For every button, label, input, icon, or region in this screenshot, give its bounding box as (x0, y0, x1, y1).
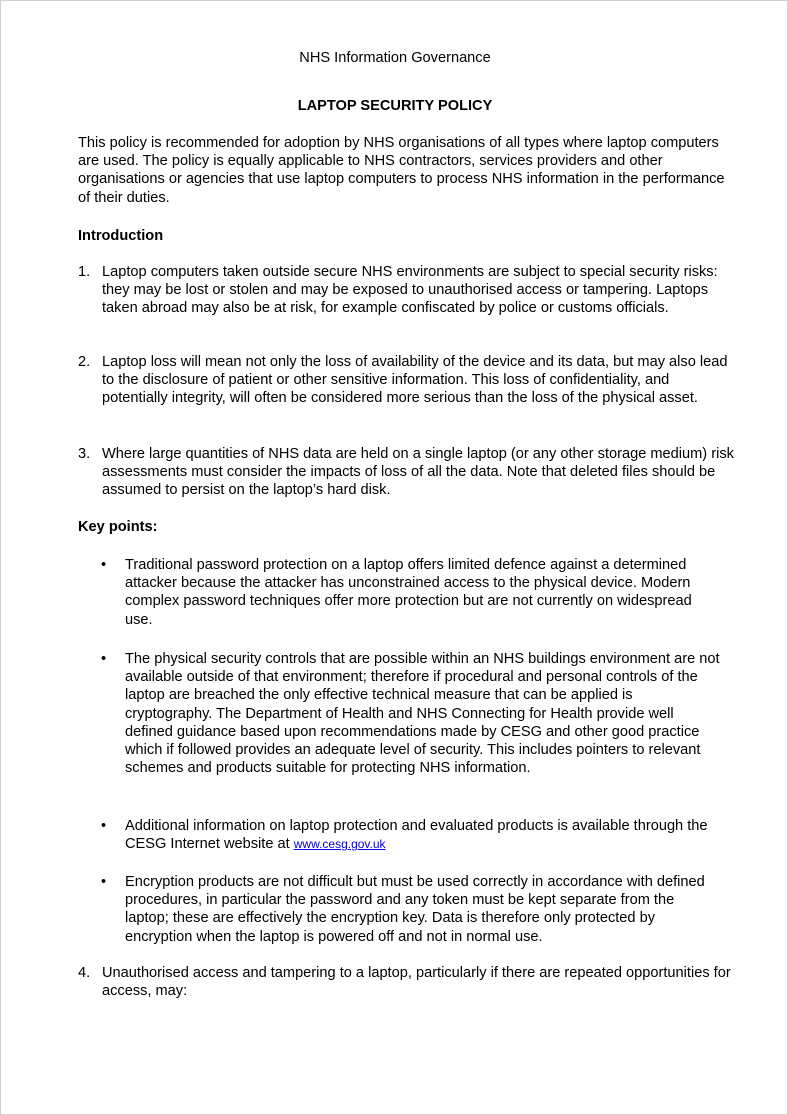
item-number: 4. (78, 965, 91, 981)
item-text: Laptop loss will mean not only the loss of availability of the device and its data, but may also lead to the disclosure of patient or other sensitive information. This loss of confidentiality, and potentially integrity, will often be considered more serious than the loss of the physical asset. (102, 354, 728, 407)
numbered-item-4 (78, 964, 738, 1000)
item-text: Unauthorised access and tampering to a laptop, particularly if there are repeated opportunities for access, may: (102, 965, 731, 1000)
bullet-text: Encryption products are not difficult but must be used correctly in accordance with defined procedures, in particular the password and any token must be kept separate from the laptop; these are effectively the encryption key. Data is therefore only protected by encryption when the laptop is powered off and not in normal use. (125, 874, 705, 945)
item-text: Laptop computers taken outside secure NHS environments are subject to special security risks: they may be lost or stolen and may be exposed to unauthorised access or tampering. Laptops taken abroad may also be at risk, for example confiscated by police or customs officials. (102, 264, 718, 317)
item-number: 3. (78, 446, 91, 462)
cesg-website-link[interactable]: www.cesg.gov.uk (293, 837, 386, 852)
item-text: Where large quantities of NHS data are held on a single laptop (or any other storage medium) risk assessments must consider the impacts of loss of all the data. Note that deleted files should be assumed to persist on the laptop’s hard disk. (102, 446, 734, 499)
bullet-text: The physical security controls that are possible within an NHS buildings environment are not available outside of that environment; therefore if procedural and personal controls of the laptop are breached the only effective technical measure that can be applied is cryptography. The Department of Health and NHS Connecting for Health provide well defined guidance based upon recommendations made by CESG and other good practice which if followed provides an adequate level of security. This includes pointers to relevant schemes and products suitable for protecting NHS information. (125, 651, 720, 777)
bullet-icon: • (101, 874, 107, 890)
numbered-item-1 (78, 263, 738, 318)
bullet-text-container (125, 817, 721, 853)
numbered-item-3 (78, 445, 738, 500)
bullet-item-4 (101, 873, 721, 946)
bullet-item-1 (101, 556, 721, 629)
bullet-text: Additional information on laptop protection and evaluated products is available through the CESG Internet website at (125, 818, 708, 853)
intro-paragraph: This policy is recommended for adoption by NHS organisations of all types where laptop computers are used. The policy is equally applicable to NHS contractors, services providers and other organisations or agencies that use laptop computers to process NHS information in the performance of their duties. (78, 135, 725, 206)
document-header: NHS Information Governance (299, 50, 491, 66)
bullet-text: Traditional password protection on a laptop offers limited defence against a determined attacker because the attacker has unconstrained access to the physical device. Modern complex password techniques offer more protection but are not currently on widespread use. (125, 557, 692, 628)
item-number: 2. (78, 354, 91, 370)
bullet-item-3 (101, 817, 721, 853)
introduction-heading: Introduction (78, 228, 164, 244)
bullet-icon: • (101, 651, 107, 667)
numbered-item-2 (78, 353, 738, 408)
bullet-item-2 (101, 650, 721, 777)
bullet-icon: • (101, 557, 107, 573)
page-title: LAPTOP SECURITY POLICY (297, 98, 493, 114)
item-number: 1. (78, 264, 91, 280)
key-points-heading: Key points: (78, 519, 158, 535)
bullet-icon: • (101, 818, 107, 834)
